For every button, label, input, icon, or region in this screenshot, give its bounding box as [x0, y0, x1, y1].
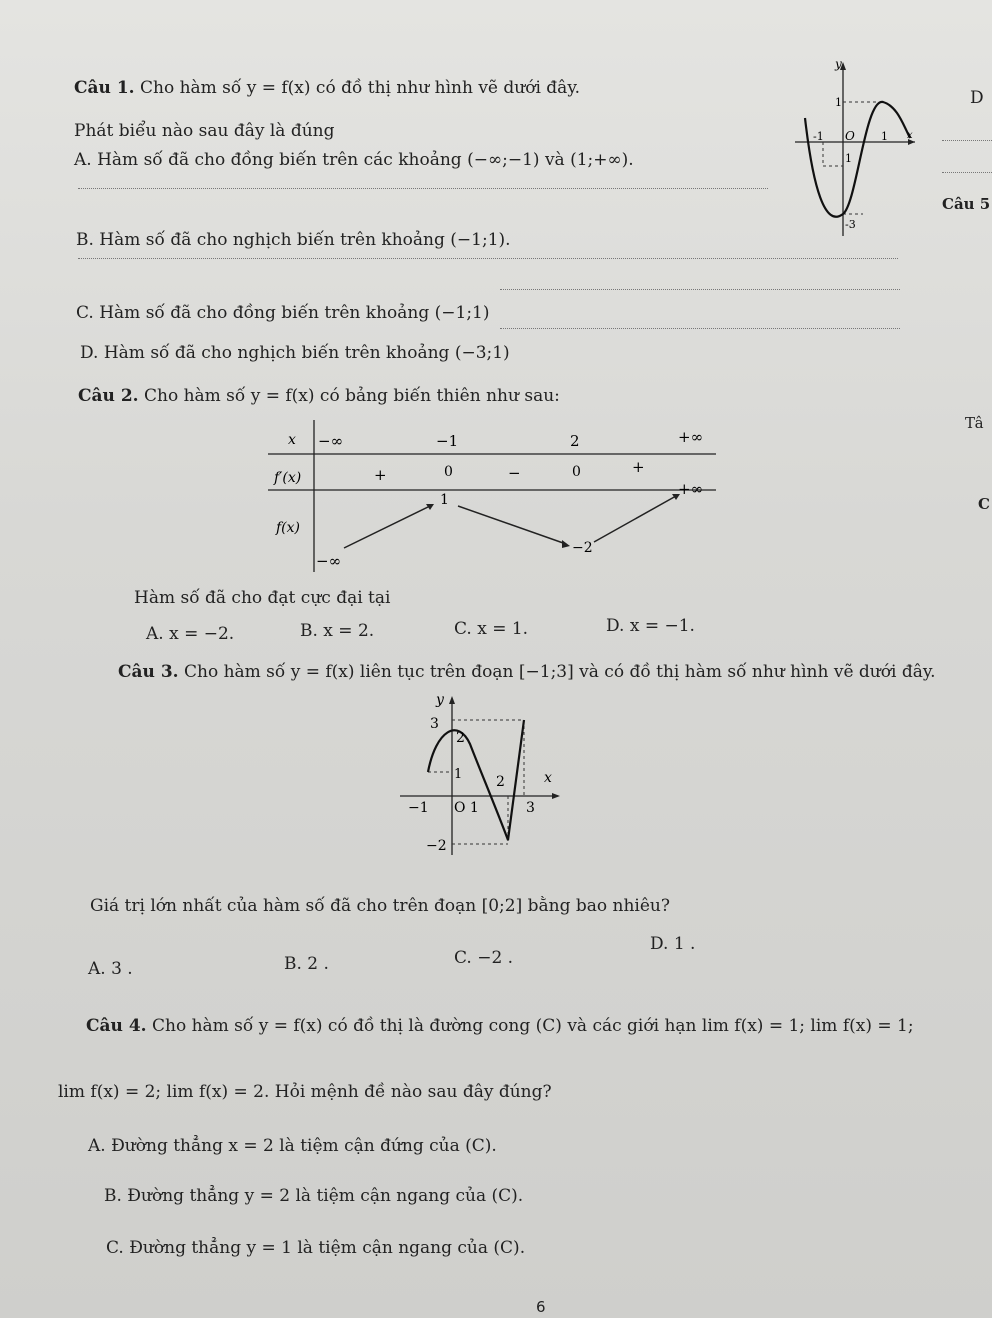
- y-axis-arrow: [449, 696, 455, 704]
- tick-o1: O 1: [454, 800, 479, 816]
- q1-option-a[interactable]: A. Hàm số đã cho đồng biến trên các khoảng (−∞;−1) và (1;+∞).: [74, 150, 634, 170]
- tick-neg2: −2: [426, 838, 447, 854]
- q4-text2: lim f(x) = 2; lim f(x) = 2. Hỏi mệnh đề nào sau đây đúng?: [58, 1082, 552, 1102]
- sign-3: 0: [572, 464, 581, 480]
- q3-heading: [118, 662, 936, 682]
- q4-option-b[interactable]: B. Đường thẳng y = 2 là tiệm cận ngang của (C).: [104, 1186, 524, 1206]
- side-d: D: [970, 88, 984, 108]
- side-c: C: [978, 495, 990, 513]
- row-fp-label: f′(x): [274, 470, 302, 486]
- tick-x1: 1: [881, 130, 888, 143]
- page-number: 6: [536, 1298, 546, 1316]
- tick-1: 1: [835, 96, 842, 109]
- q1-label: Câu 1.: [74, 78, 135, 98]
- q1-text: Cho hàm số y = f(x) có đồ thị như hình vẽ dưới đây.: [139, 78, 581, 98]
- y-label: y: [835, 58, 842, 71]
- q3-prompt: Giá trị lớn nhất của hàm số đã cho trên đoạn [0;2] bằng bao nhiêu?: [90, 896, 670, 916]
- x-axis-arrow: [552, 793, 560, 799]
- q1-heading: [74, 78, 580, 98]
- sign-0: +: [374, 466, 387, 484]
- sign-4: +: [632, 458, 645, 476]
- x-label: x: [907, 130, 913, 141]
- q3-function-graph: [400, 690, 570, 860]
- tick-neg1: −1: [408, 800, 429, 816]
- f-val-3: +∞: [678, 480, 704, 498]
- arrow-down: [458, 506, 566, 544]
- tick-neg1: -1: [813, 130, 824, 143]
- x-val-1: −1: [436, 432, 459, 450]
- y-label: y: [436, 692, 444, 708]
- q4-option-a[interactable]: A. Đường thẳng x = 2 là tiệm cận đứng của (C).: [88, 1136, 497, 1156]
- q2-option-a[interactable]: A. x = −2.: [146, 624, 235, 644]
- q2-option-d[interactable]: D. x = −1.: [606, 616, 695, 636]
- q2-label: Câu 2.: [78, 386, 139, 406]
- tick-x3: 3: [526, 800, 535, 816]
- q2-heading: [78, 386, 560, 406]
- arrow-up: [594, 496, 676, 542]
- x-label: x: [544, 770, 552, 786]
- q2-text: Cho hàm số y = f(x) có bảng biến thiên như sau:: [143, 386, 560, 406]
- row-f-label: f(x): [276, 520, 301, 536]
- answer-line: [942, 172, 992, 173]
- answer-line: [942, 140, 992, 141]
- q3-text: Cho hàm số y = f(x) liên tục trên đoạn [−1;3] và có đồ thị hàm số như hình vẽ dưới đây.: [183, 662, 936, 682]
- q4-label: Câu 4.: [86, 1016, 147, 1036]
- arrow-up: [344, 506, 430, 548]
- q3-option-b[interactable]: B. 2 .: [284, 954, 329, 974]
- answer-line: [78, 258, 898, 259]
- variation-table: [268, 420, 728, 580]
- q1-option-c[interactable]: C. Hàm số đã cho đồng biến trên khoảng (−1;1): [76, 303, 490, 323]
- x-val-0: −∞: [318, 432, 344, 450]
- tick-1: 1: [454, 767, 463, 782]
- function-curve: [428, 720, 524, 840]
- x-val-2: 2: [570, 432, 580, 450]
- row-x-label: x: [288, 432, 296, 448]
- tick-neg3: -3: [845, 218, 856, 231]
- q2-option-c[interactable]: C. x = 1.: [454, 619, 529, 639]
- answer-line: [78, 188, 768, 189]
- q1-prompt: Phát biểu nào sau đây là đúng: [74, 121, 335, 141]
- q4-option-c[interactable]: C. Đường thẳng y = 1 là tiệm cận ngang của (C).: [106, 1238, 526, 1258]
- answer-line: [500, 289, 900, 290]
- side-tan: Tâ: [965, 414, 984, 432]
- q4-text: Cho hàm số y = f(x) có đồ thị là đường cong (C) và các giới hạn lim f(x) = 1; lim f(x) = 1;: [151, 1016, 914, 1036]
- f-val-2: −2: [572, 540, 593, 556]
- q4-heading: [86, 1016, 914, 1036]
- answer-line: [500, 328, 900, 329]
- f-val-0: −∞: [316, 552, 342, 570]
- function-curve: [805, 102, 910, 217]
- origin-label: O: [845, 129, 855, 143]
- q3-option-c[interactable]: C. −2 .: [454, 948, 514, 968]
- q2-prompt: Hàm số đã cho đạt cực đại tại: [134, 588, 391, 608]
- q1-option-d[interactable]: D. Hàm số đã cho nghịch biến trên khoảng (−3;1): [80, 343, 510, 363]
- tick-3: 3: [430, 716, 439, 732]
- tick-2: 2: [456, 730, 465, 746]
- q1-function-graph: [795, 58, 935, 238]
- sign-1: 0: [444, 464, 453, 480]
- tick-x2: 2: [496, 774, 505, 790]
- tick-y-neg1: 1: [845, 152, 852, 165]
- side-cau5: Câu 5: [942, 195, 991, 213]
- x-val-3: +∞: [678, 428, 704, 446]
- q3-option-a[interactable]: A. 3 .: [88, 959, 133, 979]
- q1-option-b[interactable]: B. Hàm số đã cho nghịch biến trên khoảng (−1;1).: [76, 230, 511, 250]
- q3-option-d[interactable]: D. 1 .: [650, 934, 696, 954]
- q2-option-b[interactable]: B. x = 2.: [300, 621, 375, 641]
- f-val-1: 1: [440, 492, 449, 508]
- sign-2: −: [508, 464, 521, 482]
- arrow-head: [562, 540, 570, 548]
- q3-label: Câu 3.: [118, 662, 179, 682]
